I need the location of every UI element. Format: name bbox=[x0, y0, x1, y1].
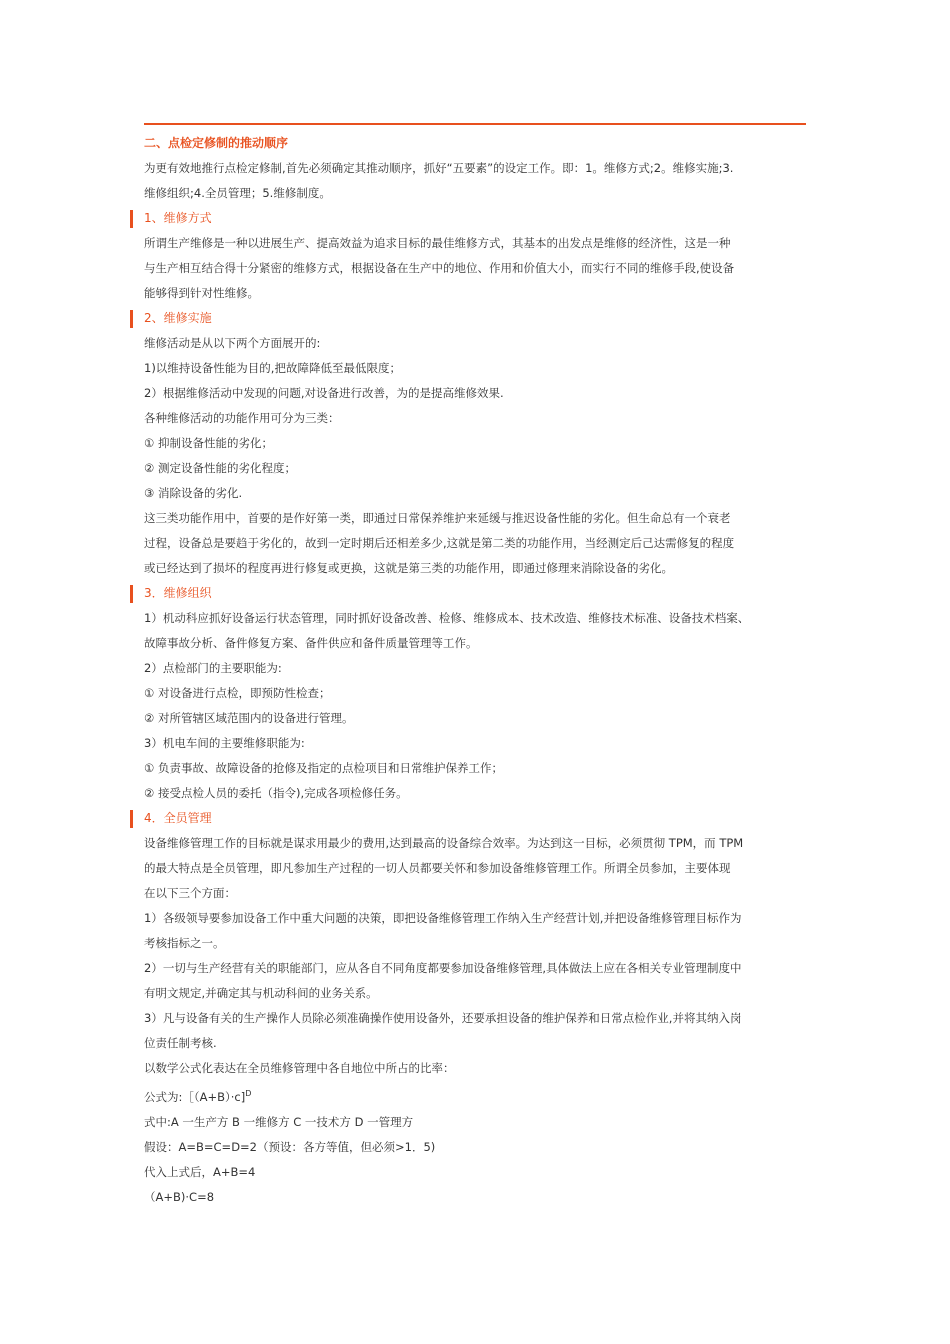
intro-paragraph bbox=[144, 156, 806, 206]
text-line: 2）一切与生产经营有关的职能部门，应从各自不同角度都要参加设备维修管理,具体做法上应在各相关专业管理制度中 bbox=[144, 961, 742, 975]
text-line: 3）凡与设备有关的生产操作人员除必须准确操作使用设备外，还要承担设备的维护保养和日常点检作业,并将其纳入岗 bbox=[144, 1011, 742, 1025]
section-heading bbox=[144, 806, 806, 831]
text-line: 考核指标之一。 bbox=[144, 936, 225, 950]
formula-step: 代入上式后，A+B=4 bbox=[144, 1164, 256, 1179]
section-heading-text: 3．维修组织 bbox=[144, 586, 212, 600]
section-heading bbox=[144, 206, 806, 231]
section-heading bbox=[144, 581, 806, 606]
section-marker-bar bbox=[130, 210, 133, 228]
text-line: 所谓生产维修是一种以进展生产、提高效益为追求目标的最佳维修方式，其基本的出发点是维修的经济性，这是一种 bbox=[144, 236, 731, 250]
formula-main: 公式为:［（A+B）·c] bbox=[144, 1089, 246, 1104]
document-page bbox=[144, 123, 806, 1210]
text-line: ② 测定设备性能的劣化程度； bbox=[144, 461, 296, 475]
text-line: 3）机电车间的主要维修职能为: bbox=[144, 736, 305, 750]
text-line: 位责任制考核. bbox=[144, 1036, 217, 1050]
section-marker-bar bbox=[130, 810, 133, 828]
text-line: 或已经达到了损坏的程度再进行修复或更换，这就是第三类的功能作用，即通过修理来消除设备的劣化。 bbox=[144, 561, 673, 575]
text-line: ③ 消除设备的劣化. bbox=[144, 486, 243, 500]
formula-step: （A+B)·C=8 bbox=[144, 1189, 215, 1204]
text-line: ② 接受点检人员的委托（指令),完成各项检修任务。 bbox=[144, 786, 408, 800]
section-marker-bar bbox=[130, 585, 133, 603]
text-line: 的最大特点是全员管理，即凡参加生产过程的一切人员都要关怀和参加设备维修管理工作。所谓全员参加，主要体现 bbox=[144, 861, 731, 875]
text-line: 1）机动科应抓好设备运行状态管理，同时抓好设备改善、检修、维修成本、技术改造、维修技术标准、设备技术档案、 bbox=[144, 611, 750, 625]
section-heading bbox=[144, 306, 806, 331]
text-line: 有明文规定,并确定其与机动科间的业务关系。 bbox=[144, 986, 378, 1000]
text-line: 故障事故分析、备件修复方案、备件供应和备件质量管理等工作。 bbox=[144, 636, 478, 650]
text-line: 2）根据维修活动中发现的问题,对设备进行改善，为的是提高维修效果. bbox=[144, 386, 504, 400]
section-maintenance-implementation bbox=[144, 306, 806, 581]
section-maintenance-organization bbox=[144, 581, 806, 806]
section-heading-text: 1、维修方式 bbox=[144, 211, 212, 225]
formula-line bbox=[144, 1081, 806, 1110]
text-line: 与生产相互结合得十分紧密的维修方式，根据设备在生产中的地位、作用和价值大小，而实行不同的维修手段,使设备 bbox=[144, 261, 735, 275]
formula-assumption: 假设：A=B=C=D=2（预设：各方等值，但必须>1．5) bbox=[144, 1139, 436, 1154]
section-maintenance-mode bbox=[144, 206, 806, 306]
text-line: ① 对设备进行点检，即预防性检查； bbox=[144, 686, 331, 700]
formula-legend: 式中:A 一生产方 B 一维修方 C 一技术方 D 一管理方 bbox=[144, 1114, 414, 1129]
text-line: 这三类功能作用中，首要的是作好第一类，即通过日常保养维护来延缓与推迟设备性能的劣化。但生命总有一个衰老 bbox=[144, 511, 731, 525]
text-line: 以数学公式化表达在全员维修管理中各自地位中所占的比率： bbox=[144, 1061, 455, 1075]
text-line: 1）各级领导要参加设备工作中重大问题的决策，即把设备维修管理工作纳入生产经营计划,并把设备维修管理目标作为 bbox=[144, 911, 742, 925]
text-line: 能够得到针对性维修。 bbox=[144, 286, 259, 300]
text-line: 在以下三个方面： bbox=[144, 886, 236, 900]
text-line: 设备维修管理工作的目标就是谋求用最少的费用,达到最高的设备综合效率。为达到这一目标，必须贯彻 TPM，而 TPM bbox=[144, 836, 744, 850]
text-line: ② 对所管辖区域范围内的设备进行管理。 bbox=[144, 711, 354, 725]
text-line: 过程，设备总是要趋于劣化的，故到一定时期后还相差多少,这就是第二类的功能作用，当经测定后己达需修复的程度 bbox=[144, 536, 735, 550]
page-title: 二、点检定修制的推动顺序 bbox=[144, 136, 289, 150]
text-line: ① 负责事故、故障设备的抢修及指定的点检项目和日常维护保养工作； bbox=[144, 761, 503, 775]
section-total-participation bbox=[144, 806, 806, 1210]
section-heading-text: 4．全员管理 bbox=[144, 811, 212, 825]
text-line: ① 抑制设备性能的劣化； bbox=[144, 436, 273, 450]
text-line: 2）点检部门的主要职能为: bbox=[144, 661, 282, 675]
section-heading-text: 2、维修实施 bbox=[144, 311, 212, 325]
intro-line: 为更有效地推行点检定修制,首先必须确定其推动顺序，抓好“五要素”的设定工作。即：1。维修方式;2。维修实施;3. bbox=[144, 161, 734, 175]
text-line: 维修活动是从以下两个方面展开的: bbox=[144, 336, 321, 350]
formula-exponent: D bbox=[245, 1089, 252, 1098]
text-line: 1)以维持设备性能为目的,把故障降低至最低限度； bbox=[144, 361, 401, 375]
intro-line: 维修组织;4.全员管理；5.维修制度。 bbox=[144, 186, 331, 200]
top-rule bbox=[144, 123, 806, 125]
section-marker-bar bbox=[130, 310, 133, 328]
text-line: 各种维修活动的功能作用可分为三类： bbox=[144, 411, 340, 425]
